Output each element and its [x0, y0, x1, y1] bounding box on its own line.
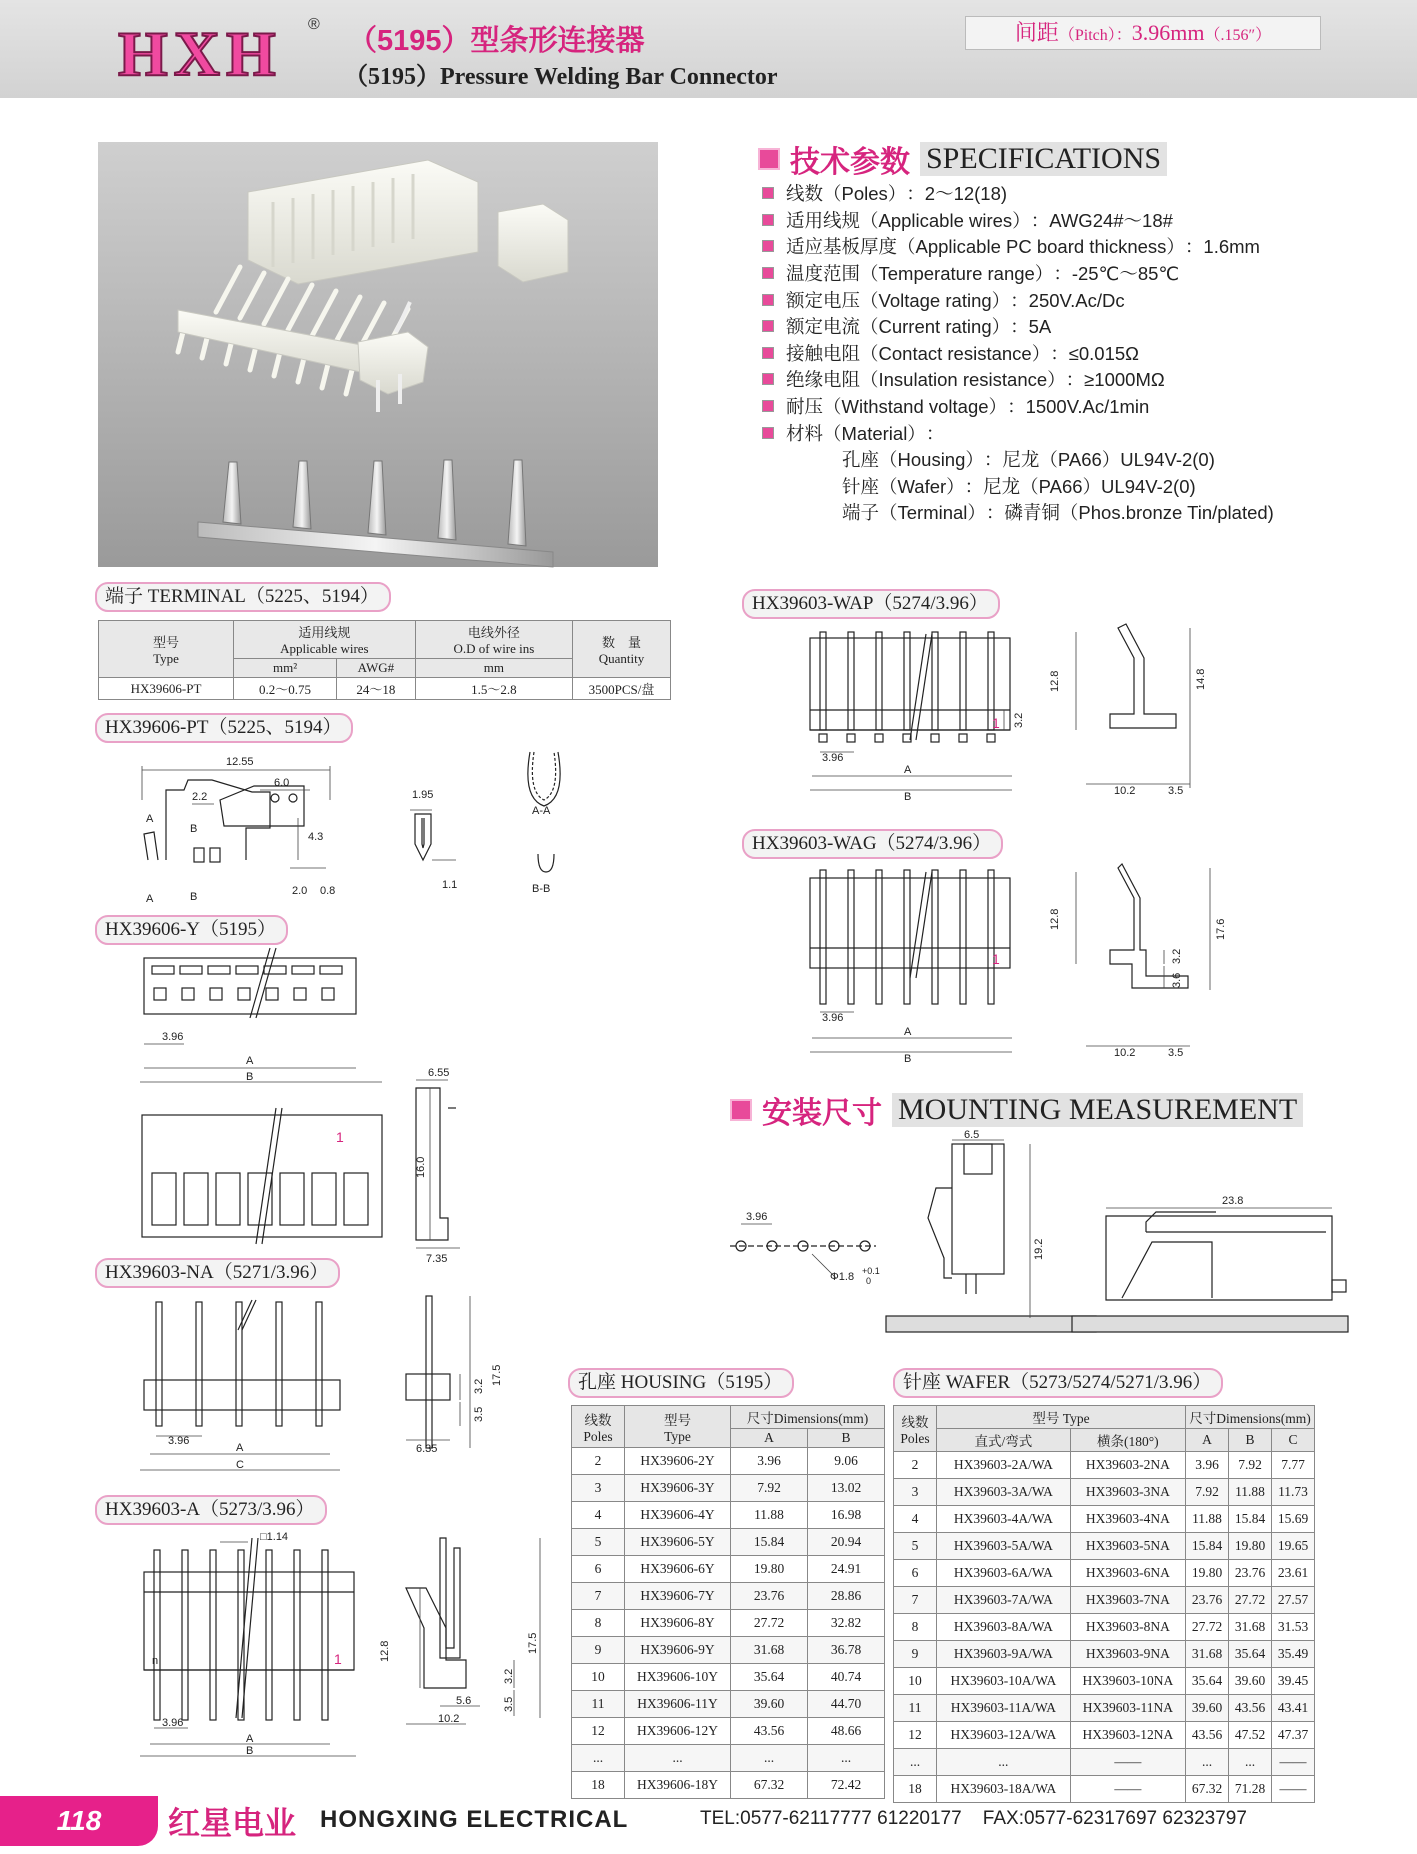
table-cell: 43.56	[1186, 1722, 1229, 1749]
wag-drawing-label: HX39603-WAG（5274/3.96）	[742, 829, 1003, 859]
dim-label: 19.2	[1033, 1238, 1045, 1260]
table-cell: HX39603-10A/WA	[937, 1668, 1071, 1695]
table-cell: HX39603-3A/WA	[937, 1479, 1071, 1506]
table-cell: HX39603-7A/WA	[937, 1587, 1071, 1614]
spec-row: 适用线规（Applicable wires） ：AWG24#～18#	[762, 207, 1322, 234]
pin1-marker: 1	[992, 715, 1000, 731]
bullet-icon	[762, 294, 774, 306]
table-cell: HX39603-11A/WA	[937, 1695, 1071, 1722]
table-cell: HX39603-4A/WA	[937, 1506, 1071, 1533]
table-cell: ...	[808, 1745, 885, 1772]
table-cell: 39.60	[1229, 1668, 1272, 1695]
dim-label: A	[904, 764, 912, 776]
material-row: 孔座（Housing） ：尼龙（PA66）UL94V-2(0)	[842, 449, 1215, 471]
dim-label: 0	[866, 1276, 872, 1286]
product-photo-illustration	[98, 142, 658, 567]
table-cell: HX39606-18Y	[625, 1772, 731, 1799]
table-cell: 47.37	[1272, 1722, 1315, 1749]
dim-label: 3.2	[503, 1668, 515, 1684]
table-cell: 6	[894, 1560, 937, 1587]
product-photo	[98, 142, 658, 567]
spec-row: 接触电阻（Contact resistance） ：≤0.015Ω	[762, 340, 1322, 367]
table-cell: 18	[894, 1776, 937, 1803]
table-cell: 43.56	[731, 1718, 808, 1745]
table-cell: 12	[572, 1718, 625, 1745]
table-cell: 44.70	[808, 1691, 885, 1718]
table-cell: 11	[572, 1691, 625, 1718]
table-cell: 9	[894, 1641, 937, 1668]
table-row	[894, 1506, 1315, 1533]
bullet-icon	[762, 267, 774, 279]
table-cell: 16.98	[808, 1502, 885, 1529]
table-row	[894, 1479, 1315, 1506]
terminal-tab-label: 端子 TERMINAL（5225、5194）	[95, 582, 391, 612]
dim-label: 2.2	[192, 791, 208, 803]
na-drawing	[130, 1290, 503, 1490]
spec-row: 额定电流（Current rating） ：5A	[762, 313, 1322, 340]
table-cell: 15.69	[1272, 1506, 1315, 1533]
section-marker: B	[190, 891, 198, 903]
bullet-icon	[762, 214, 774, 226]
table-row: HX39606-PT 0.2～0.75 24～18 1.5～2.8 3500PCS/盘	[99, 678, 671, 700]
table-row	[894, 1641, 1315, 1668]
table-row	[572, 1664, 885, 1691]
table-cell: ...	[937, 1749, 1071, 1776]
table-cell: 3	[894, 1479, 937, 1506]
table-cell: 23.76	[1186, 1587, 1229, 1614]
table-cell: ...	[731, 1745, 808, 1772]
pin-n-marker: n	[152, 1655, 159, 1667]
table-cell: HX39606-3Y	[625, 1475, 731, 1502]
table-cell: 35.64	[731, 1664, 808, 1691]
table-cell: HX39603-2A/WA	[937, 1452, 1071, 1479]
table-cell: 43.56	[1229, 1695, 1272, 1722]
table-cell: 2	[894, 1452, 937, 1479]
table-row	[572, 1718, 885, 1745]
table-cell: 20.94	[808, 1529, 885, 1556]
table-cell: HX39603-5NA	[1070, 1533, 1185, 1560]
dim-label: 7.35	[426, 1253, 448, 1265]
table-cell: 39.45	[1272, 1668, 1315, 1695]
spec-row: 绝缘电阻（Insulation resistance） ：≥1000MΩ	[762, 366, 1322, 393]
spec-row: 额定电压（Voltage rating） ：250V.Ac/Dc	[762, 286, 1322, 313]
dim-label: B	[904, 1053, 912, 1065]
pitch-value: 3.96mm	[1131, 20, 1205, 45]
table-cell: HX39603-6A/WA	[937, 1560, 1071, 1587]
table-cell: 27.72	[1186, 1614, 1229, 1641]
table-cell: 3	[572, 1475, 625, 1502]
table-cell: ...	[894, 1749, 937, 1776]
dim-label: 10.2	[438, 1713, 460, 1725]
dim-label: 1.1	[442, 879, 458, 891]
table-cell: 5	[894, 1533, 937, 1560]
dim-label: B	[246, 1745, 254, 1757]
table-row	[572, 1583, 885, 1610]
pin1-marker: 1	[992, 951, 1000, 967]
dim-label: 2.0	[292, 885, 308, 897]
fax: FAX:0577-62317697 62323797	[982, 1808, 1247, 1829]
table-cell: HX39603-11NA	[1070, 1695, 1185, 1722]
dim-label: 3.5	[1168, 785, 1184, 797]
pin1-marker: 1	[334, 1651, 342, 1667]
table-row	[572, 1502, 885, 1529]
table-cell: 40.74	[808, 1664, 885, 1691]
wag-drawing	[800, 858, 1240, 1068]
wafer-table: 线数 Poles 型号 Type 尺寸Dimensions(mm) 直式/弯式 横条(180°) A B C 2 HX39603-2A/WA HX39603-2NA 3.96 7.92 7.77 3 HX39603-3A/WA HX39603-3NA 7.92 11.88 11.73 4 HX39603-4A/WA HX39603-4NA 11.88 15.84 15.69 5 HX39603-5A/WA HX39603-5NA 15.84 19.80 19.65 6 HX39603-6A/WA HX39603-6NA 19.80 23.76 23.61 7 HX39603-7A/WA HX39603-7NA 23.76 27.72 27.57 8 HX39603-8A/WA HX39603-8NA 27.72 31.68 31.53 9 HX39603-9A/WA HX39603-9NA 31.68 35.64 35.49 10 HX39603-10A/WA HX39603-10NA 35.64 39.60 39.45 11 HX39603-11A/WA HX39603-11NA 39.60 43.56 43.41 12 HX39603-12A/WA HX39603-12NA 43.56 47.52 47.37 ... ... —— ... ... —— 18 HX39603-18A/WA —— 67.32 71.28 ——	[893, 1405, 1315, 1803]
specifications-heading	[758, 137, 1167, 181]
table-row	[572, 1529, 885, 1556]
table-cell: 3.96	[1186, 1452, 1229, 1479]
a-drawing-label: HX39603-A（5273/3.96）	[95, 1495, 327, 1525]
dim-label: 3.2	[473, 1378, 485, 1394]
pt-drawing-label: HX39606-PT（5225、5194）	[95, 713, 353, 743]
hxh-logo: HXH	[118, 18, 282, 89]
dim-label: 3.96	[162, 1717, 184, 1729]
table-cell: 23.76	[731, 1583, 808, 1610]
dim-label: 3.2	[1013, 712, 1025, 728]
table-cell: 4	[572, 1502, 625, 1529]
table-cell: 5	[572, 1529, 625, 1556]
table-cell: 27.57	[1272, 1587, 1315, 1614]
bullet-icon	[762, 187, 774, 199]
table-row	[894, 1776, 1315, 1803]
header-bar	[0, 0, 1417, 98]
table-cell: 71.28	[1229, 1776, 1272, 1803]
table-cell: HX39603-8NA	[1070, 1614, 1185, 1641]
table-cell: HX39606-9Y	[625, 1637, 731, 1664]
table-cell: 11.73	[1272, 1479, 1315, 1506]
table-cell: 19.80	[731, 1556, 808, 1583]
table-cell: 7.92	[1186, 1479, 1229, 1506]
table-row	[572, 1556, 885, 1583]
dim-label: 12.8	[1049, 670, 1061, 692]
specifications-heading-en: SPECIFICATIONS	[920, 142, 1167, 176]
dim-label: 0.8	[320, 885, 336, 897]
table-cell: 2	[572, 1448, 625, 1475]
table-cell: 35.49	[1272, 1641, 1315, 1668]
table-cell: HX39603-9NA	[1070, 1641, 1185, 1668]
dim-label: 4.3	[308, 831, 324, 843]
dim-label: 3.5	[473, 1406, 485, 1422]
dim-label: 10.2	[1114, 1047, 1136, 1059]
terminal-table: 型号 Type 适用线规 Applicable wires 电线外径 O.D of wire ins 数 量 Quantity mm² AWG# mm HX39606-PT 0.2～0.75 24～18 1.5～2.8 3500PCS/盘	[98, 620, 671, 700]
table-cell: HX39603-10NA	[1070, 1668, 1185, 1695]
dim-label: 23.8	[1222, 1195, 1244, 1207]
pitch-inch: （.156″）	[1204, 27, 1272, 44]
table-cell: 18	[572, 1772, 625, 1799]
material-row: 针座（Wafer） ：尼龙（PA66）UL94V-2(0)	[842, 475, 1196, 497]
pitch-cn: 间距	[1014, 20, 1059, 45]
table-cell: 47.52	[1229, 1722, 1272, 1749]
dim-label: 10.2	[1114, 785, 1136, 797]
dim-label: 6.5	[964, 1129, 980, 1141]
dim-label: 3.6	[1171, 972, 1183, 988]
table-cell: HX39606-2Y	[625, 1448, 731, 1475]
na-drawing-label: HX39603-NA（5271/3.96）	[95, 1258, 340, 1288]
dim-label: A	[246, 1733, 254, 1745]
table-cell: 28.86	[808, 1583, 885, 1610]
housing-tab-label: 孔座 HOUSING（5195）	[568, 1368, 794, 1398]
y-drawing	[130, 948, 490, 1268]
table-cell: 13.02	[808, 1475, 885, 1502]
mounting-drawing	[726, 1128, 1346, 1358]
table-cell: ...	[1186, 1749, 1229, 1776]
bullet-icon	[762, 347, 774, 359]
dim-label: 12.8	[379, 1640, 391, 1662]
table-cell: HX39603-2NA	[1070, 1452, 1185, 1479]
table-cell: 19.80	[1186, 1560, 1229, 1587]
table-row	[894, 1614, 1315, 1641]
table-cell: HX39603-18A/WA	[937, 1776, 1071, 1803]
table-cell: 15.84	[1186, 1533, 1229, 1560]
bullet-icon	[762, 240, 774, 252]
dim-label: 16.0	[415, 1156, 427, 1178]
table-cell: 3.96	[731, 1448, 808, 1475]
wap-drawing-label: HX39603-WAP（5274/3.96）	[742, 589, 1000, 619]
table-cell: 12	[894, 1722, 937, 1749]
table-cell: 8	[894, 1614, 937, 1641]
table-cell: 31.68	[1229, 1614, 1272, 1641]
table-cell: 15.84	[1229, 1506, 1272, 1533]
specifications-heading-cn: 技术参数	[790, 146, 910, 179]
table-cell: 9.06	[808, 1448, 885, 1475]
dim-label: A	[236, 1442, 244, 1454]
wafer-tab-label: 针座 WAFER（5273/5274/5271/3.96）	[893, 1368, 1223, 1398]
table-row	[572, 1772, 885, 1799]
table-cell: ——	[1272, 1749, 1315, 1776]
table-cell: ...	[572, 1745, 625, 1772]
table-cell: 23.61	[1272, 1560, 1315, 1587]
table-cell: 48.66	[808, 1718, 885, 1745]
tel: TEL:0577-62117777 61220177	[700, 1808, 962, 1829]
dim-label: 3.5	[503, 1696, 515, 1712]
dim-label: 3.96	[822, 752, 844, 764]
table-cell: 31.68	[731, 1637, 808, 1664]
table-cell: 11.88	[1229, 1479, 1272, 1506]
table-cell: 7.77	[1272, 1452, 1315, 1479]
table-cell: HX39606-11Y	[625, 1691, 731, 1718]
mounting-heading-cn: 安装尺寸	[762, 1097, 882, 1130]
table-cell: 7.92	[1229, 1452, 1272, 1479]
table-row	[894, 1533, 1315, 1560]
spec-list	[762, 180, 1322, 526]
dim-label: B	[904, 791, 912, 803]
table-cell: HX39603-9A/WA	[937, 1641, 1071, 1668]
dim-label: 17.6	[1215, 918, 1227, 940]
bullet-icon	[762, 320, 774, 332]
table-cell: 7	[894, 1587, 937, 1614]
table-cell: HX39606-6Y	[625, 1556, 731, 1583]
dim-label: 6.0	[274, 777, 290, 789]
wap-drawing	[800, 618, 1240, 808]
table-cell: 67.32	[731, 1772, 808, 1799]
section-label: B-B	[532, 883, 551, 895]
table-cell: ——	[1272, 1776, 1315, 1803]
y-drawing-label: HX39606-Y（5195）	[95, 915, 288, 945]
table-row	[894, 1587, 1315, 1614]
table-cell: 32.82	[808, 1610, 885, 1637]
table-row	[572, 1637, 885, 1664]
dim-label: 6.35	[416, 1443, 438, 1455]
table-cell: 23.76	[1229, 1560, 1272, 1587]
table-cell: HX39606-7Y	[625, 1583, 731, 1610]
table-row	[572, 1745, 885, 1772]
table-cell: 43.41	[1272, 1695, 1315, 1722]
table-row	[894, 1695, 1315, 1722]
pink-square-icon	[758, 148, 780, 170]
table-cell: HX39606-10Y	[625, 1664, 731, 1691]
spec-row: 材料（Material） ：	[762, 419, 1322, 446]
dim-label: 14.8	[1195, 668, 1207, 690]
mounting-heading	[730, 1088, 1303, 1132]
table-cell: HX39606-4Y	[625, 1502, 731, 1529]
pt-drawing	[130, 750, 620, 910]
table-row	[894, 1452, 1315, 1479]
dim-label: 1.95	[412, 789, 434, 801]
dim-label: B	[246, 1071, 254, 1083]
table-cell: HX39606-8Y	[625, 1610, 731, 1637]
dim-label: 12.8	[1049, 908, 1061, 930]
dim-label: +0.1	[862, 1266, 880, 1276]
section-marker: A	[146, 893, 154, 905]
table-cell: 8	[572, 1610, 625, 1637]
dim-label: 17.5	[527, 1632, 539, 1654]
table-row	[572, 1448, 885, 1475]
dim-label: □1.14	[260, 1531, 289, 1543]
table-cell: HX39603-3NA	[1070, 1479, 1185, 1506]
dim-label: 17.5	[491, 1364, 503, 1386]
table-cell: HX39603-4NA	[1070, 1506, 1185, 1533]
table-cell: 19.65	[1272, 1533, 1315, 1560]
table-cell: HX39603-6NA	[1070, 1560, 1185, 1587]
table-cell: ...	[625, 1745, 731, 1772]
dim-label: 3.96	[168, 1435, 190, 1447]
housing-table: 线数 Poles 型号 Type 尺寸Dimensions(mm) A B 2 HX39606-2Y 3.96 9.06 3 HX39606-3Y 7.92 13.02 4 HX39606-4Y 11.88 16.98 5 HX39606-5Y 15.84 20.94 6 HX39606-6Y 19.80 24.91 7 HX39606-7Y 23.76 28.86 8 HX39606-8Y 27.72 32.82 9 HX39606-9Y 31.68 36.78 10 HX39606-10Y 35.64 40.74 11 HX39606-11Y 39.60 44.70 12 HX39606-12Y 43.56 48.66 ... ... ... ... 18 HX39606-18Y 67.32 72.42	[571, 1405, 885, 1799]
bullet-icon	[762, 373, 774, 385]
table-cell: 7	[572, 1583, 625, 1610]
table-cell: HX39606-5Y	[625, 1529, 731, 1556]
dim-label: 3.2	[1171, 948, 1183, 964]
table-cell: 27.72	[731, 1610, 808, 1637]
table-row	[894, 1722, 1315, 1749]
table-cell: 10	[572, 1664, 625, 1691]
mounting-heading-en: MOUNTING MEASUREMENT	[892, 1093, 1303, 1127]
table-cell: 11.88	[1186, 1506, 1229, 1533]
spec-row: 耐压（Withstand voltage） ：1500V.Ac/1min	[762, 393, 1322, 420]
table-cell: 6	[572, 1556, 625, 1583]
table-cell: HX39603-12NA	[1070, 1722, 1185, 1749]
section-marker: B	[190, 823, 198, 835]
page-number: 118	[0, 1796, 158, 1846]
section-marker: A	[146, 813, 154, 825]
table-cell: HX39606-12Y	[625, 1718, 731, 1745]
table-cell: 4	[894, 1506, 937, 1533]
dim-label: A	[246, 1055, 254, 1067]
table-row	[572, 1691, 885, 1718]
section-label: A-A	[532, 805, 551, 817]
table-cell: 19.80	[1229, 1533, 1272, 1560]
bullet-icon	[762, 427, 774, 439]
table-cell: 35.64	[1229, 1641, 1272, 1668]
pitch-box	[965, 16, 1321, 50]
dim-label: Φ1.8	[830, 1271, 855, 1283]
table-cell: 39.60	[1186, 1695, 1229, 1722]
dim-label: 6.55	[428, 1067, 450, 1079]
dim-label: 3.96	[822, 1012, 844, 1024]
table-cell: 10	[894, 1668, 937, 1695]
table-cell: 72.42	[808, 1772, 885, 1799]
dim-label: 3.5	[1168, 1047, 1184, 1059]
table-cell: ...	[1229, 1749, 1272, 1776]
table-cell: 11.88	[731, 1502, 808, 1529]
brand-en: HONGXING ELECTRICAL	[320, 1806, 629, 1833]
dim-label: 5.6	[456, 1695, 472, 1707]
bullet-icon	[762, 400, 774, 412]
table-cell: 15.84	[731, 1529, 808, 1556]
table-cell: 31.53	[1272, 1614, 1315, 1641]
table-cell: ——	[1070, 1749, 1185, 1776]
brand-cn: 红星电业	[168, 1805, 297, 1841]
title-en: （5195）Pressure Welding Bar Connector	[344, 64, 778, 90]
table-row	[894, 1749, 1315, 1776]
table-cell: HX39603-5A/WA	[937, 1533, 1071, 1560]
registered-mark: ®	[308, 16, 320, 33]
dim-label: A	[904, 1026, 912, 1038]
table-row	[572, 1475, 885, 1502]
title-cn: （5195）型条形连接器	[348, 25, 645, 57]
dim-label: 3.96	[162, 1031, 184, 1043]
material-row: 端子（Terminal） ：磷青铜（Phos.bronze Tin/plated)	[842, 502, 1274, 524]
table-row	[894, 1668, 1315, 1695]
dim-label: C	[236, 1459, 244, 1471]
table-cell: 24.91	[808, 1556, 885, 1583]
pin1-marker: 1	[336, 1129, 344, 1145]
table-cell: 31.68	[1186, 1641, 1229, 1668]
table-cell: HX39603-7NA	[1070, 1587, 1185, 1614]
spec-row: 适应基板厚度（Applicable PC board thickness） ：1.6mm	[762, 233, 1322, 260]
dim-label: 3.96	[746, 1211, 768, 1223]
table-cell: ——	[1070, 1776, 1185, 1803]
spec-row: 线数（Poles） ：2～12(18)	[762, 180, 1322, 207]
table-cell: 39.60	[731, 1691, 808, 1718]
pitch-label: （Pitch）：	[1058, 27, 1132, 44]
table-cell: HX39603-12A/WA	[937, 1722, 1071, 1749]
table-cell: 11	[894, 1695, 937, 1722]
spec-row: 温度范围（Temperature range） ：-25℃～85℃	[762, 260, 1322, 287]
a-drawing	[130, 1528, 550, 1758]
pink-square-icon	[730, 1099, 752, 1121]
table-row	[572, 1610, 885, 1637]
table-cell: HX39603-8A/WA	[937, 1614, 1071, 1641]
table-cell: 67.32	[1186, 1776, 1229, 1803]
table-cell: 36.78	[808, 1637, 885, 1664]
contact-info	[700, 1808, 1247, 1830]
table-row	[894, 1560, 1315, 1587]
dim-label: 12.55	[226, 756, 254, 768]
table-cell: 7.92	[731, 1475, 808, 1502]
table-cell: 35.64	[1186, 1668, 1229, 1695]
table-cell: 9	[572, 1637, 625, 1664]
table-cell: 27.72	[1229, 1587, 1272, 1614]
